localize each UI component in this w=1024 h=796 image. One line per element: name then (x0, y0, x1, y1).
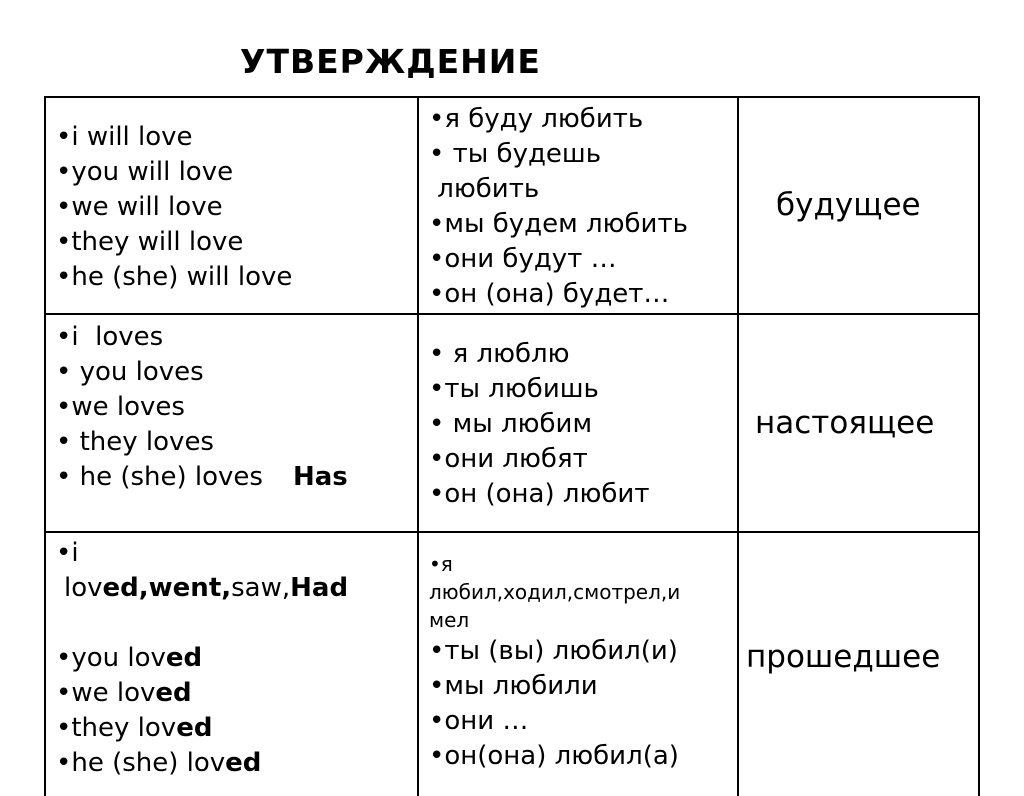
list-item: •он (она) любит (429, 479, 650, 509)
has-label: Has (292, 462, 348, 492)
list-item: любить (429, 174, 540, 204)
list-item: •ты (вы) любил(и) (429, 636, 678, 666)
blank-line (56, 606, 348, 641)
list-item: •они будут … (429, 244, 617, 274)
list-item: •мы будем любить (429, 209, 688, 239)
list-item: • мы любим (429, 409, 593, 439)
verb-stem: •you lov (56, 643, 166, 673)
list-item: •they will love (56, 227, 244, 257)
list-item: •you will love (56, 157, 234, 187)
past-english-cell (56, 536, 348, 781)
tense-label-present: настоящее (755, 405, 935, 441)
column-divider (417, 98, 419, 796)
list-item: •i will love (56, 122, 193, 152)
list-item: • they loves (56, 427, 214, 457)
list-item: •i loves (56, 322, 164, 352)
list-item: •он(она) любил(а) (429, 741, 679, 771)
list-item: •я буду любить (429, 104, 644, 134)
list-item: •we will love (56, 192, 223, 222)
verb-ending: ed (155, 678, 192, 708)
list-item-text: • he (she) loves (56, 462, 263, 492)
list-item: • я люблю (429, 339, 570, 369)
present-english-cell (56, 320, 348, 495)
list-item: •ты любишь (429, 374, 599, 404)
future-english-cell (56, 120, 292, 295)
list-item (56, 711, 348, 746)
list-item: •he (she) will love (56, 262, 293, 292)
future-russian-cell (429, 102, 688, 312)
column-divider (737, 98, 739, 796)
list-item: •он (она) будет… (429, 279, 670, 309)
verb-ending: ed (176, 713, 213, 743)
list-item (56, 571, 348, 606)
verb-ending: ed (165, 643, 203, 673)
page-title: УТВЕРЖДЕНИЕ (240, 42, 541, 81)
row-divider (46, 313, 978, 315)
verb-stem: •we lov (56, 678, 156, 708)
list-item: •они любят (429, 444, 588, 474)
list-item: • you loves (56, 357, 204, 387)
tense-label-past: прошедшее (746, 639, 941, 675)
list-item: •они … (429, 706, 529, 736)
list-item: •we loves (56, 392, 185, 422)
verb-stem: •he (she) lov (56, 748, 226, 778)
verb-stem: •they lov (56, 713, 177, 743)
list-item: •мы любили (429, 671, 598, 701)
list-item (56, 460, 348, 495)
verb-text: saw, (231, 573, 291, 603)
conjugation-table (44, 96, 980, 796)
list-item: •я (429, 552, 453, 576)
verb-text-bold: Had (290, 573, 349, 603)
verb-ending: ed (225, 748, 262, 778)
list-item (56, 641, 348, 676)
list-item: любил,ходил,смотрел,и (429, 580, 681, 604)
present-russian-cell (429, 337, 649, 512)
list-item: мел (429, 608, 470, 632)
verb-ending: ed,went, (102, 573, 232, 603)
tense-label-future: будущее (776, 187, 921, 223)
list-item (56, 676, 348, 711)
list-item: •i (56, 538, 79, 568)
list-item: • ты будешь (429, 139, 602, 169)
list-item (56, 746, 348, 781)
row-divider (46, 531, 978, 533)
verb-stem: lov (64, 573, 103, 603)
past-russian-cell (429, 550, 680, 774)
